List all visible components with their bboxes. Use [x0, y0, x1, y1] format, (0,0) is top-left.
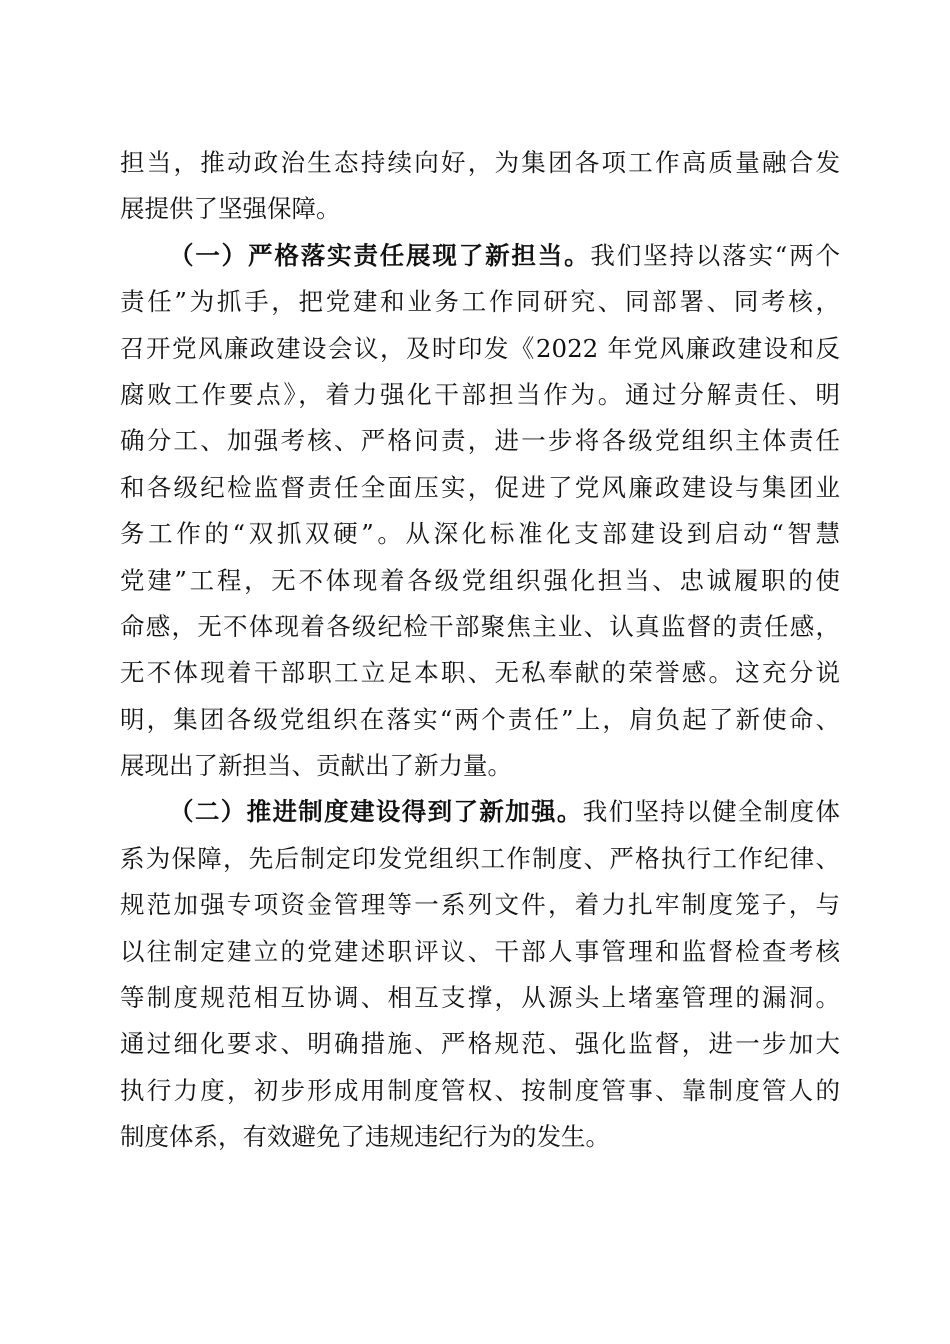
text-line: 系为保障，先后制定印发党组织工作制度、严格执行工作纪律、 [120, 843, 840, 873]
text-line: 召开党风廉政建设会议，及时印发《2022 年党风廉政建设和反 [120, 333, 840, 363]
text-line: 展提供了坚强保障。 [120, 194, 341, 224]
text-line: 命感，无不体现着各级纪检干部聚焦主业、认真监督的责任感， [120, 611, 840, 641]
paragraph-section-2 [120, 789, 840, 1160]
section-heading: （一）严格落实责任展现了新担当。 [169, 240, 591, 270]
text-line: 党建”工程，无不体现着各级党组织强化担当、忠诚履职的使 [120, 565, 840, 595]
paragraph-intro [120, 140, 840, 233]
text-line: 等制度规范相互协调、相互支撑，从源头上堵塞管理的漏洞。 [120, 983, 840, 1013]
section-heading: （二）推进制度建设得到了新加强。 [169, 797, 583, 827]
paragraph-section-1 [120, 233, 840, 790]
text-line [120, 789, 840, 835]
text-line [120, 233, 840, 279]
text-line: 务工作的“双抓双硬”。从深化标准化支部建设到启动“智慧 [120, 519, 840, 549]
text-line: 执行力度，初步形成用制度管权、按制度管事、靠制度管人的 [120, 1075, 840, 1105]
text-line: 无不体现着干部职工立足本职、无私奉献的荣誉感。这充分说 [120, 658, 840, 688]
text-line: 责任”为抓手，把党建和业务工作同研究、同部署、同考核， [120, 287, 840, 317]
text-line: 规范加强专项资金管理等一系列文件，着力扎牢制度笼子，与 [120, 890, 840, 920]
section-lead-text: 我们坚持以落实“两个 [590, 240, 840, 270]
text-line: 明，集团各级党组织在落实“两个责任”上，肩负起了新使命、 [120, 704, 840, 734]
document-body [120, 140, 840, 1161]
text-line: 和各级纪检监督责任全面压实，促进了党风廉政建设与集团业 [120, 472, 840, 502]
text-line: 确分工、加强考核、严格问责，进一步将各级党组织主体责任 [120, 426, 840, 456]
text-line: 以往制定建立的党建述职评议、干部人事管理和监督检查考核 [120, 936, 840, 966]
text-line: 担当，推动政治生态持续向好，为集团各项工作高质量融合发 [120, 148, 840, 177]
section-lead-text: 我们坚持以健全制度体 [582, 797, 841, 827]
text-line: 腐败工作要点》，着力强化干部担当作为。通过分解责任、明 [120, 379, 840, 409]
text-line: 通过细化要求、明确措施、严格规范、强化监督，进一步加大 [120, 1029, 840, 1059]
text-line: 展现出了新担当、贡献出了新力量。 [120, 751, 512, 781]
text-line: 制度体系，有效避免了违规违纪行为的发生。 [120, 1122, 610, 1152]
